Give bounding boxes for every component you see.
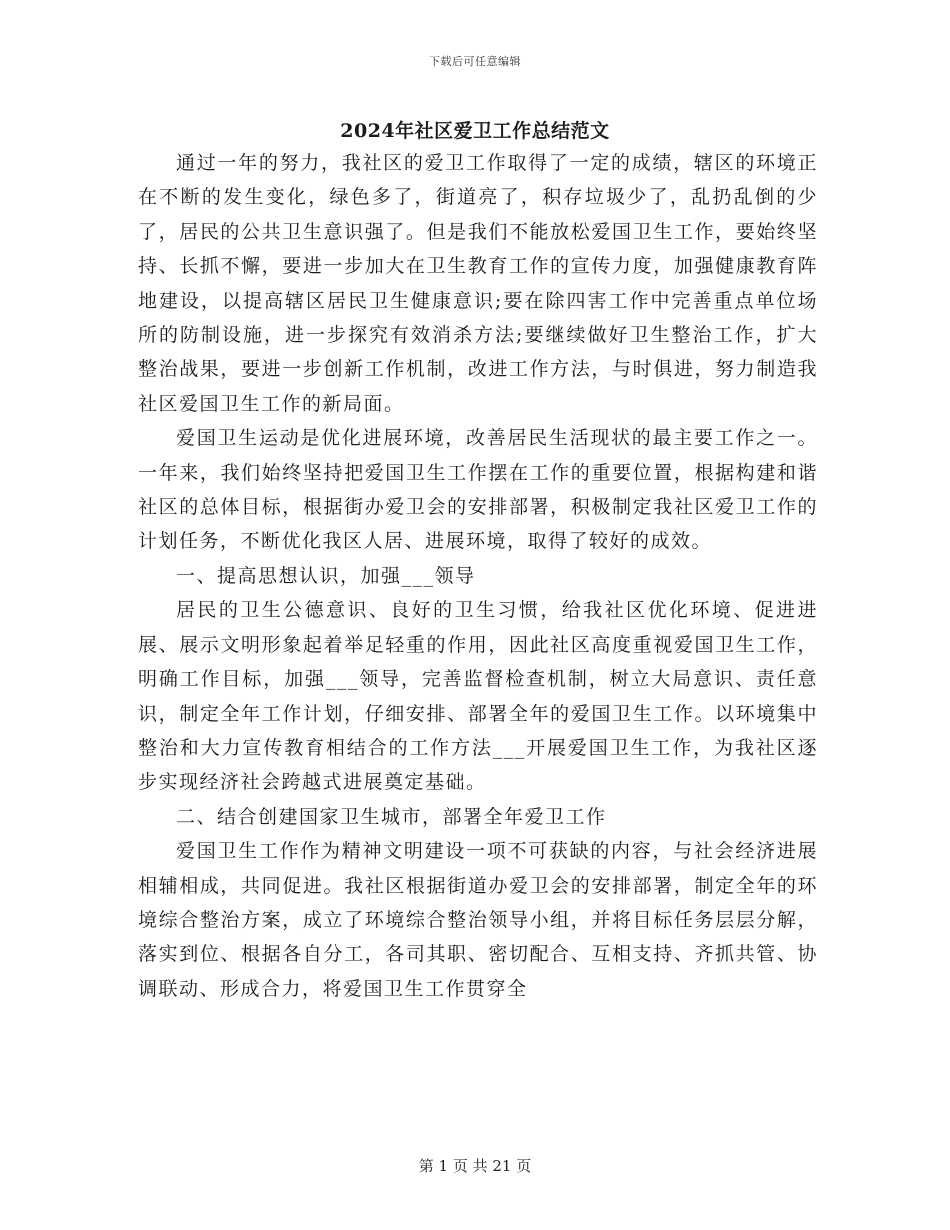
paragraph: 居民的卫生公德意识、良好的卫生习惯，给我社区优化环境、促进进展、展示文明形象起着举足轻重的作用，因此社区高度重视爱国卫生工作，明确工作目标，加强___领导，完善监督检查机制，树立大局意识、责任意识，制定全年工作计划，仔细安排、部署全年的爱国卫生工作。以环境集中整治和大力宣传教育相结合的工作方法___开展爱国卫生工作，为我社区逐步实现经济社会跨越式进展奠定基础。 <box>138 599 818 794</box>
document-title: 2024年社区爱卫工作总结范文 <box>340 120 610 142</box>
page-footer: 第 1 页 共 21 页 <box>418 1157 532 1175</box>
document-body <box>138 146 818 1006</box>
section-heading: 二、结合创建国家卫生城市，部署全年爱卫工作 <box>176 805 607 828</box>
section-heading: 一、提高思想认识，加强___领导 <box>176 564 476 587</box>
header-note: 下载后可任意编辑 <box>429 55 521 68</box>
paragraph: 爱国卫生工作作为精神文明建设一项不可获缺的内容，与社会经济进展相辅相成，共同促进。我社区根据街道办爱卫会的安排部署，制定全年的环境综合整治方案，成立了环境综合整治领导小组，并将目标任务层层分解，落实到位、根据各自分工，各司其职、密切配合、互相支持、齐抓共管、协调联动、形成合力，将爱国卫生工作贯穿全 <box>138 840 818 1000</box>
paragraph: 爱国卫生运动是优化进展环境，改善居民生活现状的最主要工作之一。一年来，我们始终坚持把爱国卫生工作摆在工作的重要位置，根据构建和谐社区的总体目标，根据街办爱卫会的安排部署，积极制定我社区爱卫工作的计划任务，不断优化我区人居、进展环境，取得了较好的成效。 <box>138 427 818 553</box>
paragraph: 通过一年的努力，我社区的爱卫工作取得了一定的成绩，辖区的环境正在不断的发生变化，绿色多了，街道亮了，积存垃圾少了，乱扔乱倒的少了，居民的公共卫生意识强了。但是我们不能放松爱国卫生工作，要始终坚持、长抓不懈，要进一步加大在卫生教育工作的宣传力度，加强健康教育阵地建设，以提高辖区居民卫生健康意识;要在除四害工作中完善重点单位场所的防制设施，进一步探究有效消杀方法;要继续做好卫生整治工作，扩大整治战果，要进一步创新工作机制，改进工作方法，与时俱进，努力制造我社区爱国卫生工作的新局面。 <box>138 152 818 415</box>
